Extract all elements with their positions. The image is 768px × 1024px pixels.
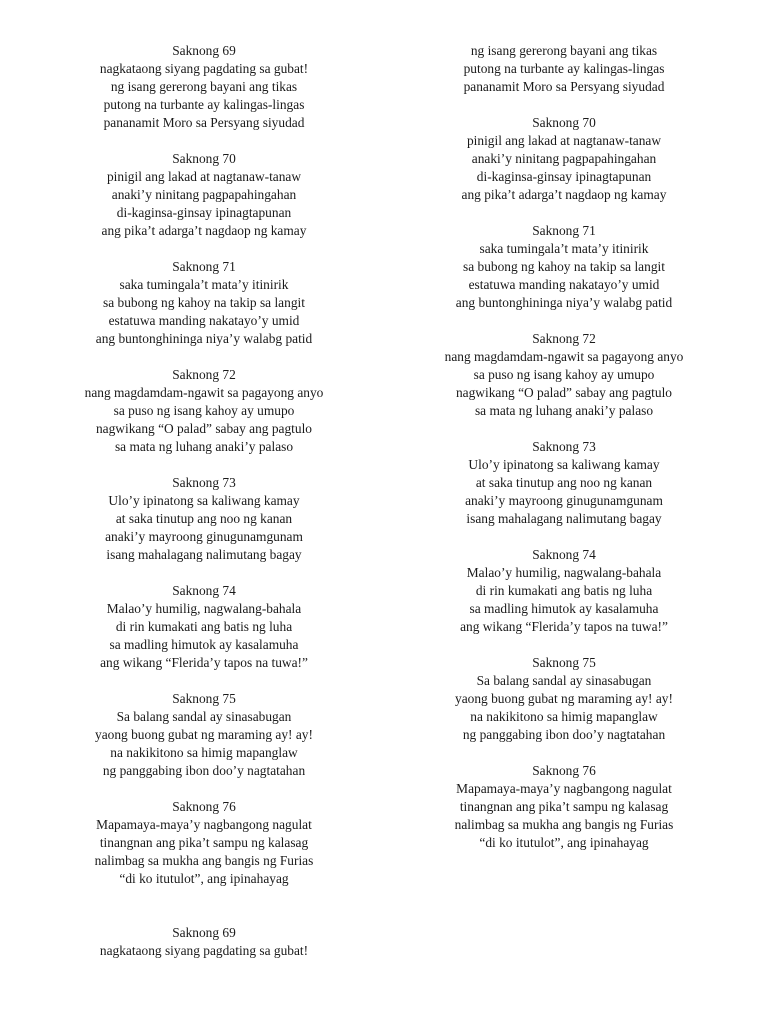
verse-line: Mapamaya-maya’y nagbangong nagulat <box>456 781 672 796</box>
stanza <box>34 582 374 672</box>
verse-line: ang pika’t adarga’t nagdaop ng kamay <box>101 223 307 238</box>
verse-line: Ulo’y ipinatong sa kaliwang kamay <box>108 493 300 508</box>
stanza-title: Saknong 70 <box>172 151 236 166</box>
stanza <box>34 258 374 348</box>
verse-line: anaki’y mayroong ginugunamgunam <box>105 529 303 544</box>
stanza <box>34 924 374 960</box>
stanza-title: Saknong 71 <box>172 259 236 274</box>
verse-line: sa madling himutok ay kasalamuha <box>469 601 659 616</box>
verse-line: anaki’y ninitang pagpapahingahan <box>111 187 297 202</box>
verse-line: “di ko itutulot”, ang ipinahayag <box>119 871 289 886</box>
stanza <box>394 330 734 420</box>
verse-line: nagkataong siyang pagdating sa gubat! <box>99 943 309 958</box>
stanza-title: Saknong 72 <box>172 367 236 382</box>
verse-line: na nakikitono sa himig mapanglaw <box>110 745 298 760</box>
verse-line: ng isang gererong bayani ang tikas <box>470 43 658 58</box>
verse-line: di rin kumakati ang batis ng luha <box>475 583 653 598</box>
verse-line: sa puso ng isang kahoy ay umupo <box>113 403 295 418</box>
stanza <box>394 762 734 852</box>
verse-line: estatuwa manding nakatayo’y umid <box>468 277 660 292</box>
verse-line: sa puso ng isang kahoy ay umupo <box>473 367 655 382</box>
verse-line: tinangnan ang pika’t sampu ng kalasag <box>99 835 309 850</box>
verse-line: na nakikitono sa himig mapanglaw <box>470 709 658 724</box>
stanza <box>394 42 734 96</box>
verse-line: pananamit Moro sa Persyang siyudad <box>463 79 665 94</box>
verse-line: ang wikang “Flerida’y tapos na tuwa!” <box>460 619 668 634</box>
verse-line: ng panggabing ibon doo’y nagtatahan <box>462 727 666 742</box>
verse-line: saka tumingala’t mata’y itinirik <box>479 241 649 256</box>
verse-line: isang mahalagang nalimutang bagay <box>466 511 662 526</box>
verse-line: Malao’y humilig, nagwalang-bahala <box>466 565 662 580</box>
stanza-title: Saknong 70 <box>532 115 596 130</box>
verse-line: sa bubong ng kahoy na takip sa langit <box>103 295 305 310</box>
verse-line: saka tumingala’t mata’y itinirik <box>119 277 289 292</box>
verse-line: Sa balang sandal ay sinasabugan <box>476 673 652 688</box>
stanza <box>34 42 374 132</box>
verse-line: tinangnan ang pika’t sampu ng kalasag <box>459 799 669 814</box>
stanza-title: Saknong 74 <box>532 547 596 562</box>
verse-line: ng isang gererong bayani ang tikas <box>110 79 298 94</box>
verse-line: sa mata ng luhang anaki’y palaso <box>114 439 294 454</box>
verse-line: ang wikang “Flerida’y tapos na tuwa!” <box>100 655 308 670</box>
verse-line: Ulo’y ipinatong sa kaliwang kamay <box>468 457 660 472</box>
stanza-title: Saknong 72 <box>532 331 596 346</box>
stanza-title: Saknong 75 <box>532 655 596 670</box>
stanza-title: Saknong 75 <box>172 691 236 706</box>
stanza-title: Saknong 69 <box>172 925 236 940</box>
verse-line: di-kaginsa-ginsay ipinagtapunan <box>476 169 652 184</box>
stanza <box>394 222 734 312</box>
verse-line: ang buntonghininga niya’y walabg patid <box>455 295 673 310</box>
verse-line: sa bubong ng kahoy na takip sa langit <box>463 259 665 274</box>
stanza <box>34 690 374 780</box>
stanza-title: Saknong 71 <box>532 223 596 238</box>
verse-line: Mapamaya-maya’y nagbangong nagulat <box>96 817 312 832</box>
verse-line: “di ko itutulot”, ang ipinahayag <box>479 835 649 850</box>
verse-line: ang buntonghininga niya’y walabg patid <box>95 331 313 346</box>
verse-line: pinigil ang lakad at nagtanaw-tanaw <box>106 169 302 184</box>
verse-line: ng panggabing ibon doo’y nagtatahan <box>102 763 306 778</box>
stanza <box>34 798 374 888</box>
stanza-title: Saknong 76 <box>532 763 596 778</box>
verse-line: pinigil ang lakad at nagtanaw-tanaw <box>466 133 662 148</box>
verse-line: di-kaginsa-ginsay ipinagtapunan <box>116 205 292 220</box>
verse-line: pananamit Moro sa Persyang siyudad <box>103 115 305 130</box>
verse-line: sa mata ng luhang anaki’y palaso <box>474 403 654 418</box>
stanza <box>394 114 734 204</box>
stanza <box>394 546 734 636</box>
verse-line: nagwikang “O palad” sabay ang pagtulo <box>455 385 673 400</box>
verse-line: nang magdamdam-ngawit sa pagayong anyo <box>444 349 684 364</box>
verse-line: putong na turbante ay kalingas-lingas <box>103 97 305 112</box>
left-column <box>34 42 374 978</box>
verse-line: at saka tinutup ang noo ng kanan <box>115 511 293 526</box>
verse-line: nang magdamdam-ngawit sa pagayong anyo <box>84 385 324 400</box>
verse-line: ang pika’t adarga’t nagdaop ng kamay <box>461 187 667 202</box>
verse-line: nagwikang “O palad” sabay ang pagtulo <box>95 421 313 436</box>
verse-line: anaki’y ninitang pagpapahingahan <box>471 151 657 166</box>
verse-line: estatuwa manding nakatayo’y umid <box>108 313 300 328</box>
stanza-title: Saknong 73 <box>532 439 596 454</box>
stanza <box>394 438 734 528</box>
verse-line: yaong buong gubat ng maraming ay! ay! <box>455 691 673 706</box>
right-column <box>394 42 734 870</box>
verse-line: at saka tinutup ang noo ng kanan <box>475 475 653 490</box>
verse-line: nalimbag sa mukha ang bangis ng Furias <box>94 853 314 868</box>
stanza-title: Saknong 76 <box>172 799 236 814</box>
stanza <box>394 654 734 744</box>
stanza-title: Saknong 69 <box>172 43 236 58</box>
verse-line: anaki’y mayroong ginugunamgunam <box>465 493 663 508</box>
stanza-title: Saknong 73 <box>172 475 236 490</box>
verse-line: nagkataong siyang pagdating sa gubat! <box>99 61 309 76</box>
verse-line: sa madling himutok ay kasalamuha <box>109 637 299 652</box>
stanza <box>34 150 374 240</box>
stanza <box>34 366 374 456</box>
verse-line: Malao’y humilig, nagwalang-bahala <box>106 601 302 616</box>
verse-line: Sa balang sandal ay sinasabugan <box>116 709 292 724</box>
stanza-title: Saknong 74 <box>172 583 236 598</box>
verse-line: yaong buong gubat ng maraming ay! ay! <box>95 727 313 742</box>
verse-line: isang mahalagang nalimutang bagay <box>106 547 302 562</box>
verse-line: putong na turbante ay kalingas-lingas <box>463 61 665 76</box>
verse-line: di rin kumakati ang batis ng luha <box>115 619 293 634</box>
stanza <box>34 474 374 564</box>
verse-line: nalimbag sa mukha ang bangis ng Furias <box>454 817 674 832</box>
